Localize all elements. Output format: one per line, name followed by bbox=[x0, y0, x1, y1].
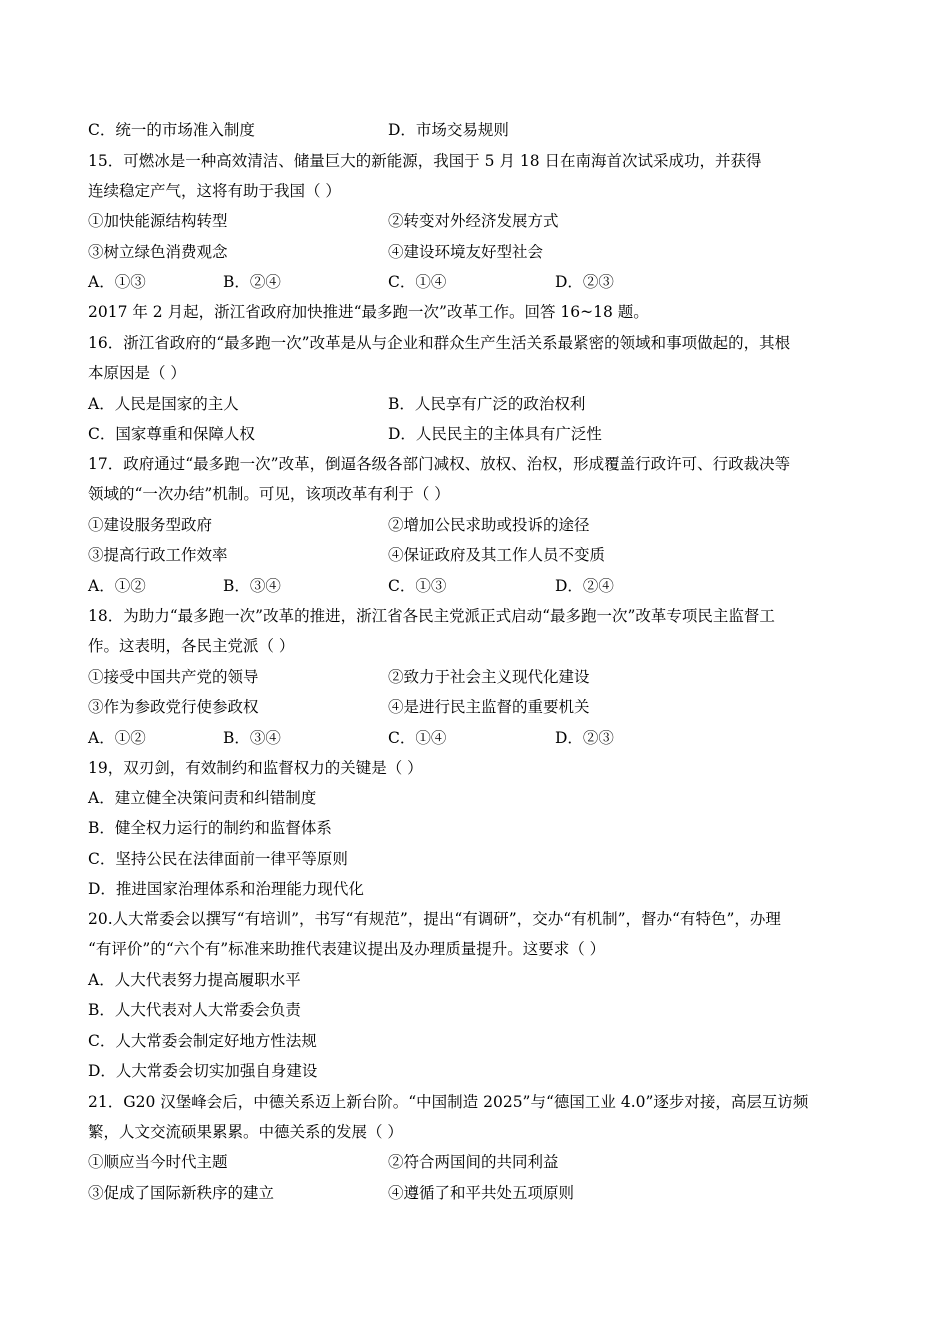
statement-3: ③促成了国际新秩序的建立 bbox=[88, 1184, 275, 1202]
q19-option-c: C．坚持公民在法律面前一律平等原则 bbox=[88, 850, 348, 868]
option-b: B．③④ bbox=[223, 729, 281, 747]
q19-option-d: D．推进国家治理体系和治理能力现代化 bbox=[88, 880, 364, 898]
statement-4: ④建设环境友好型社会 bbox=[388, 243, 544, 261]
q19-option-a: A．建立健全决策问责和纠错制度 bbox=[88, 789, 317, 807]
q15-stem-line2: 连续稳定产气，这将有助于我国（ ） bbox=[88, 182, 341, 200]
option-d: D．②③ bbox=[555, 729, 614, 747]
statement-4: ④保证政府及其工作人员不变质 bbox=[388, 546, 606, 564]
option-a: A．①② bbox=[88, 577, 146, 595]
q21-stem-line2: 繁，人文交流硕果累累。中德关系的发展（ ） bbox=[88, 1123, 403, 1141]
q16-options-row1 bbox=[88, 394, 863, 414]
q20-option-b: B．人大代表对人大常委会负责 bbox=[88, 1001, 301, 1019]
q20-option-a: A．人大代表努力提高履职水平 bbox=[88, 971, 301, 989]
q15-statements-row1 bbox=[88, 211, 863, 231]
statement-3: ③树立绿色消费观念 bbox=[88, 243, 228, 261]
q19-option-b: B．健全权力运行的制约和监督体系 bbox=[88, 819, 332, 837]
option-c: C．①③ bbox=[388, 577, 447, 595]
option-c: C．国家尊重和保障人权 bbox=[88, 425, 255, 443]
q17-statements-row2 bbox=[88, 545, 863, 565]
q20-option-c: C．人大常委会制定好地方性法规 bbox=[88, 1032, 317, 1050]
statement-2: ②致力于社会主义现代化建设 bbox=[388, 668, 590, 686]
q16-stem-line2: 本原因是（ ） bbox=[88, 364, 186, 382]
q18-stem-line2: 作。这表明，各民主党派（ ） bbox=[88, 637, 295, 655]
q21-statements-row2 bbox=[88, 1183, 863, 1203]
prev-question-options-cd bbox=[88, 120, 863, 140]
q20-stem-line1: 20.人大常委会以撰写“有培训”，书写“有规范”，提出“有调研”，交办“有机制”，督办“有特色”，办理 bbox=[88, 910, 781, 928]
statement-2: ②转变对外经济发展方式 bbox=[388, 212, 559, 230]
option-d: D．②④ bbox=[555, 577, 614, 595]
statement-4: ④是进行民主监督的重要机关 bbox=[388, 698, 590, 716]
option-c: C．①④ bbox=[388, 273, 447, 291]
statement-2: ②增加公民求助或投诉的途径 bbox=[388, 516, 590, 534]
statement-3: ③提高行政工作效率 bbox=[88, 546, 228, 564]
q18-statements-row1 bbox=[88, 667, 863, 687]
q17-statements-row1 bbox=[88, 515, 863, 535]
q16-stem-line1: 16．浙江省政府的“最多跑一次”改革是从与企业和群众生产生活关系最紧密的领域和事项做起的，其根 bbox=[88, 334, 791, 352]
q16-18-intro: 2017 年 2 月起，浙江省政府加快推进“最多跑一次”改革工作。回答 16~18 题。 bbox=[88, 303, 649, 321]
statement-1: ①建设服务型政府 bbox=[88, 516, 213, 534]
q19-stem: 19，双刃剑，有效制约和监督权力的关键是（ ） bbox=[88, 759, 423, 777]
statement-4: ④遵循了和平共处五项原则 bbox=[388, 1184, 575, 1202]
option-b: B．③④ bbox=[223, 577, 281, 595]
q17-answer-options bbox=[88, 576, 863, 596]
statement-1: ①加快能源结构转型 bbox=[88, 212, 228, 230]
q17-stem-line2: 领域的“一次办结”机制。可见，该项改革有利于（ ） bbox=[88, 485, 450, 503]
q15-statements-row2 bbox=[88, 242, 863, 262]
statement-3: ③作为参政党行使参政权 bbox=[88, 698, 259, 716]
q18-answer-options bbox=[88, 728, 863, 748]
q15-stem-line1: 15．可燃冰是一种高效清洁、储量巨大的新能源，我国于 5 月 18 日在南海首次试采成功，并获得 bbox=[88, 152, 762, 170]
option-d: D．人民民主的主体具有广泛性 bbox=[388, 425, 602, 443]
option-d: D．②③ bbox=[555, 273, 614, 291]
option-c: C．统一的市场准入制度 bbox=[88, 121, 255, 139]
q20-stem-line2: “有评价”的“六个有”标准来助推代表建议提出及办理质量提升。这要求（ ） bbox=[88, 940, 606, 958]
q15-answer-options bbox=[88, 272, 863, 292]
statement-1: ①顺应当今时代主题 bbox=[88, 1153, 228, 1171]
option-a: A．人民是国家的主人 bbox=[88, 395, 239, 413]
q17-stem-line1: 17．政府通过“最多跑一次”改革，倒逼各级各部门减权、放权、治权，形成覆盖行政许可、行政裁决等 bbox=[88, 455, 791, 473]
option-b: B．②④ bbox=[223, 273, 281, 291]
statement-2: ②符合两国间的共同利益 bbox=[388, 1153, 559, 1171]
option-b: B．人民享有广泛的政治权利 bbox=[388, 395, 586, 413]
option-a: A．①② bbox=[88, 729, 146, 747]
option-a: A．①③ bbox=[88, 273, 146, 291]
q20-option-d: D．人大常委会切实加强自身建设 bbox=[88, 1062, 318, 1080]
q21-statements-row1 bbox=[88, 1152, 863, 1172]
statement-1: ①接受中国共产党的领导 bbox=[88, 668, 259, 686]
option-d: D．市场交易规则 bbox=[388, 121, 509, 139]
q18-stem-line1: 18．为助力“最多跑一次”改革的推进，浙江省各民主党派正式启动“最多跑一次”改革专项民主监督工 bbox=[88, 607, 775, 625]
q16-options-row2 bbox=[88, 424, 863, 444]
q21-stem-line1: 21．G20 汉堡峰会后，中德关系迈上新台阶。“中国制造 2025”与“德国工业 4.0”逐步对接，高层互访频 bbox=[88, 1093, 809, 1111]
q18-statements-row2 bbox=[88, 697, 863, 717]
option-c: C．①④ bbox=[388, 729, 447, 747]
